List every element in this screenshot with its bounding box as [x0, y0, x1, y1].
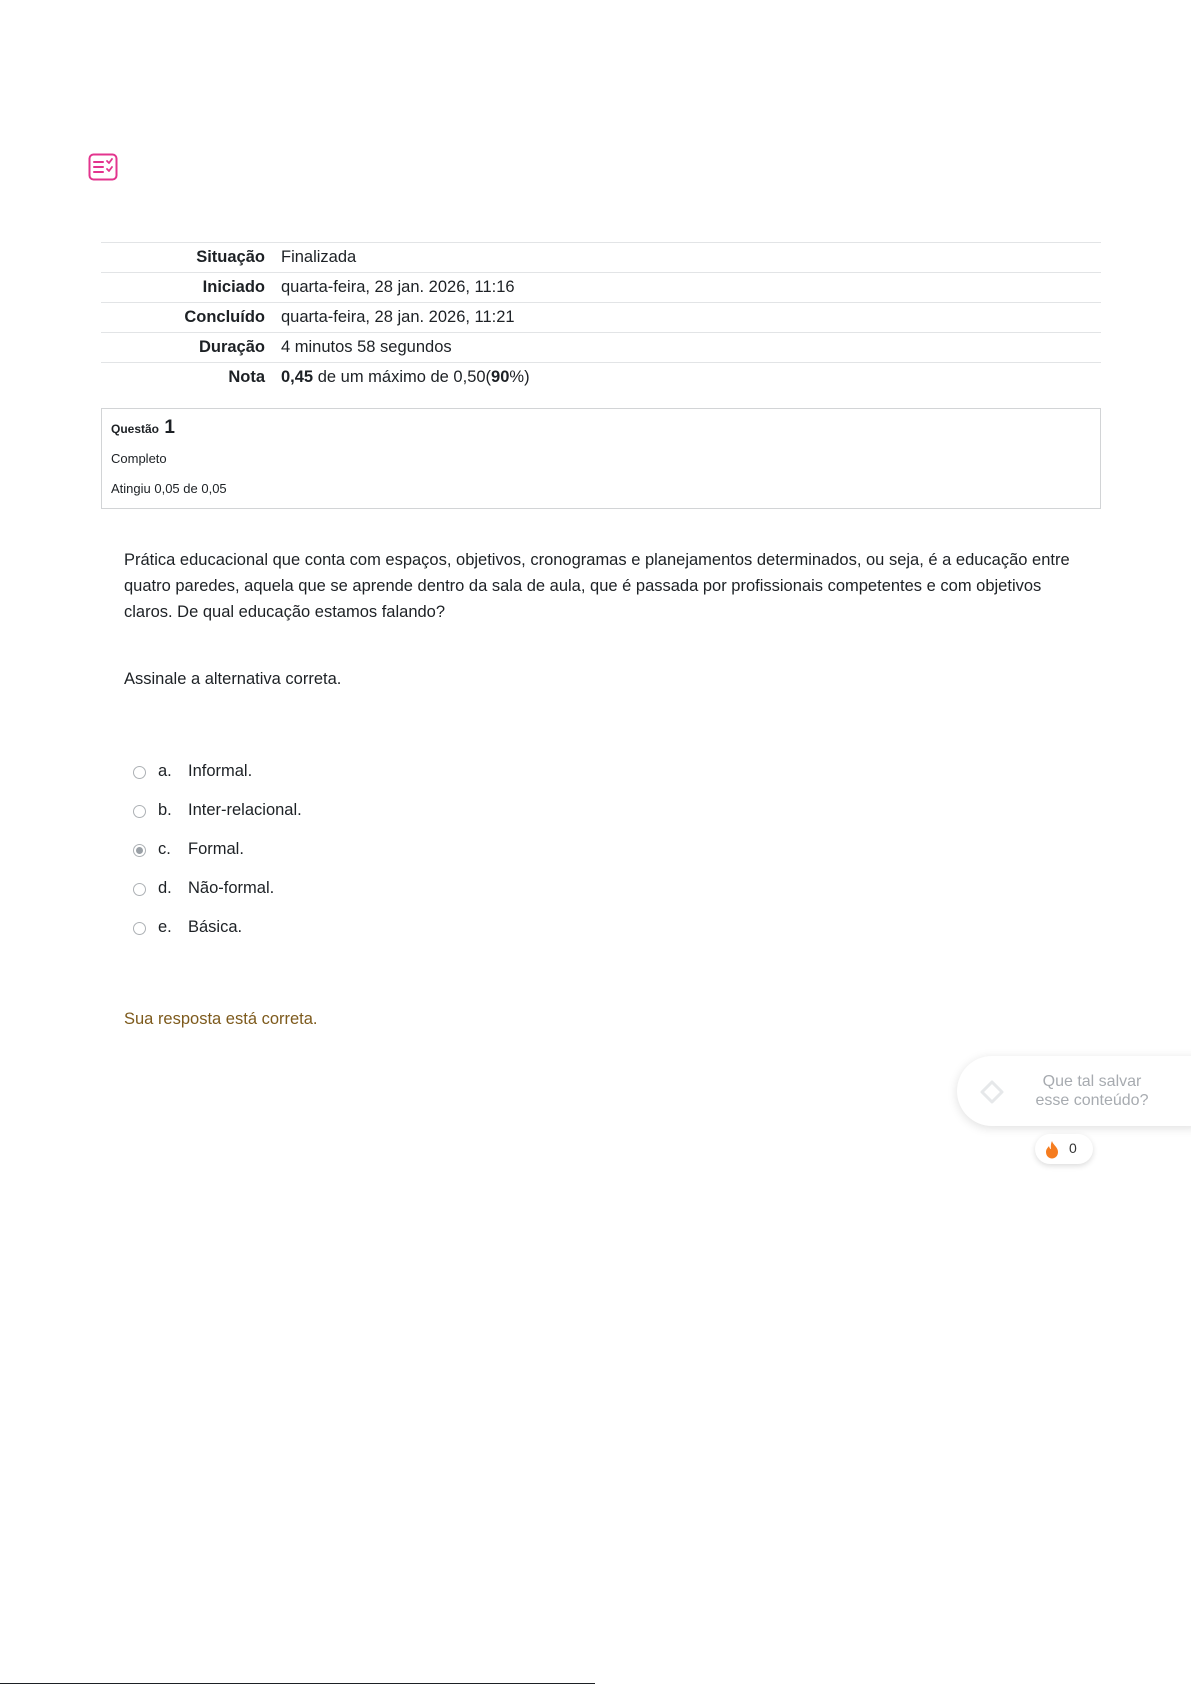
- summary-value: quarta-feira, 28 jan. 2026, 11:16: [281, 278, 515, 296]
- save-content-widget[interactable]: [957, 1056, 1191, 1126]
- grade-percent: 90: [491, 368, 510, 386]
- radio-button[interactable]: [133, 766, 146, 779]
- summary-value: Finalizada: [281, 248, 357, 266]
- attempt-summary-table: [101, 242, 1101, 392]
- option-letter: e.: [158, 918, 172, 936]
- summary-row-grade: [101, 363, 1101, 393]
- option-letter: c.: [158, 840, 171, 858]
- grade-score: 0,45: [281, 368, 314, 386]
- save-prompt: [1017, 1072, 1167, 1110]
- quiz-review-icon: [88, 153, 118, 183]
- grade-suffix: %): [509, 368, 530, 386]
- summary-label: Iniciado: [202, 278, 265, 296]
- summary-label: Concluído: [184, 308, 265, 326]
- option-label: Não-formal.: [188, 879, 275, 897]
- option-label: Informal.: [188, 762, 253, 780]
- summary-value: 4 minutos 58 segundos: [281, 338, 452, 356]
- question-label: Questão: [111, 422, 160, 436]
- save-home-icon: [977, 1076, 1007, 1106]
- flame-icon: [1044, 1140, 1060, 1159]
- option-letter: b.: [158, 801, 172, 819]
- summary-row: [101, 243, 1101, 273]
- radio-button[interactable]: [133, 922, 146, 935]
- question-grade: Atingiu 0,05 de 0,05: [111, 481, 227, 496]
- question-prompt: Assinale a alternativa correta.: [124, 670, 342, 688]
- summary-row: [101, 273, 1101, 303]
- page-divider: [0, 1683, 595, 1684]
- option-label: Inter-relacional.: [188, 801, 302, 819]
- question-info-box: [101, 408, 1101, 509]
- radio-button[interactable]: [133, 883, 146, 896]
- grade-value: [273, 363, 1101, 393]
- option-letter: d.: [158, 879, 172, 897]
- streak-count: 0: [1069, 1140, 1077, 1156]
- save-prompt-line1: Que tal salvar: [1042, 1073, 1142, 1090]
- streak-badge[interactable]: [1035, 1134, 1093, 1164]
- radio-button[interactable]: [133, 805, 146, 818]
- radio-button-checked[interactable]: [133, 844, 146, 857]
- summary-label: Duração: [198, 338, 265, 356]
- question-state: Completo: [111, 451, 167, 466]
- question-number-value: 1: [164, 417, 175, 438]
- grade-label: Nota: [228, 368, 265, 386]
- option-label: Formal.: [188, 840, 244, 858]
- option-label: Básica.: [188, 918, 243, 936]
- option-letter: a.: [158, 762, 172, 780]
- summary-row: [101, 303, 1101, 333]
- answer-feedback: Sua resposta está correta.: [124, 1010, 318, 1028]
- question-text: Prática educacional que conta com espaços, objetivos, cronogramas e planejamentos determinados, ou seja, é a educação entre quatro paredes, aquela que se aprende dentro da sala de aula, que é passada por profissionais competentes e com objetivos claros. De qual educação estamos falando?: [124, 551, 1070, 621]
- summary-row: [101, 333, 1101, 363]
- question-number: [111, 417, 175, 439]
- grade-middle: de um máximo de 0,50(: [313, 368, 492, 386]
- summary-value: quarta-feira, 28 jan. 2026, 11:21: [281, 308, 515, 326]
- save-prompt-line2: esse conteúdo?: [1035, 1092, 1149, 1109]
- summary-label: Situação: [196, 248, 265, 266]
